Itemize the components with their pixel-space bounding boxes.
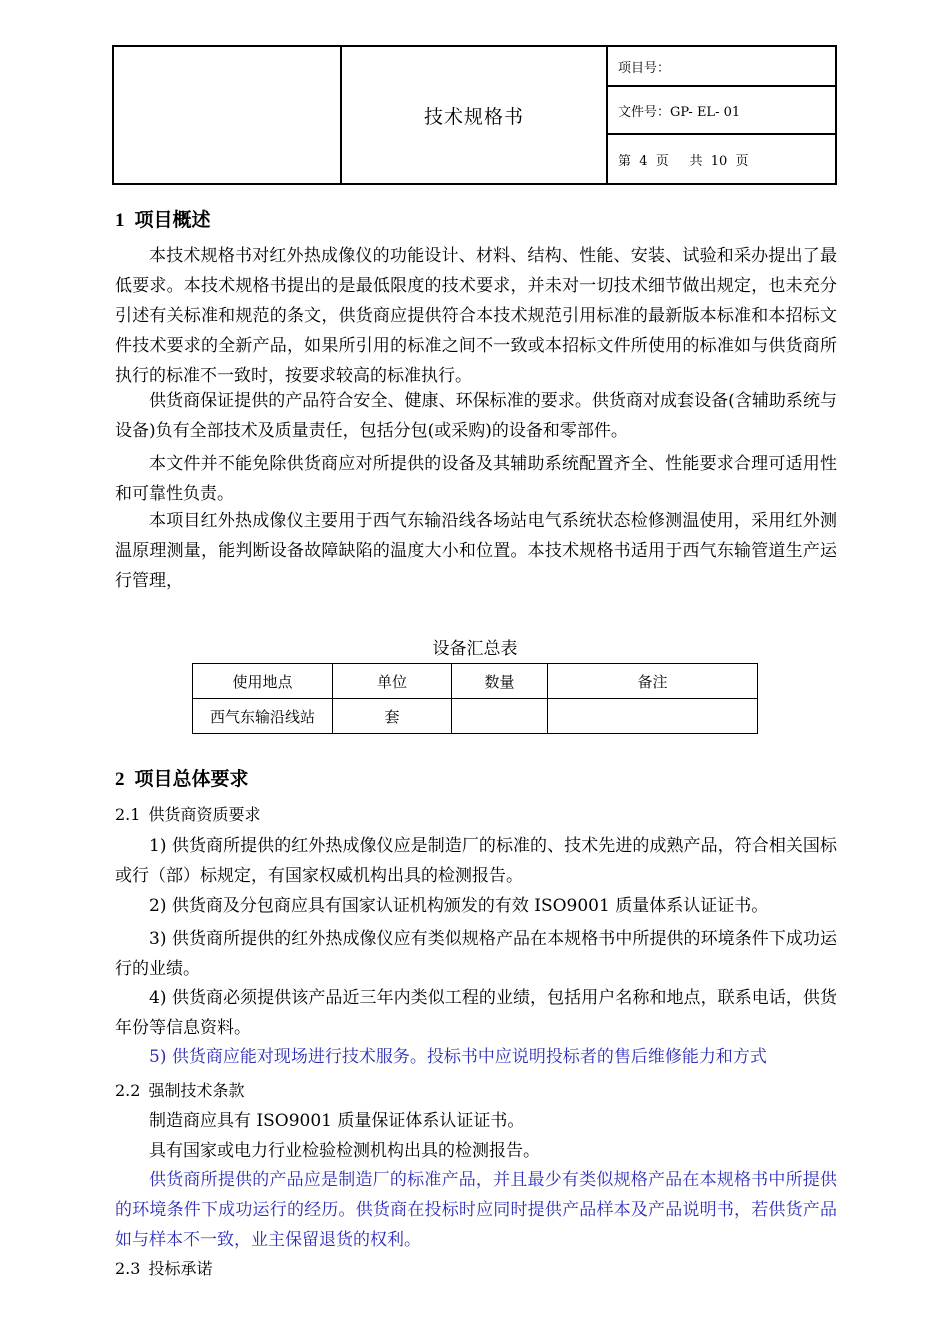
page-info: 第 4 页 共 10 页	[618, 153, 749, 169]
mandatory-clause-2: 具有国家或电力行业检验检测机构出具的检测报告。	[149, 1141, 540, 1161]
requirement-item-1: 1) 供货商所提供的红外热成像仪应是制造厂的标准的、技术先进的成熟产品，符合相关国标或行（部）标规定，有国家权威机构出具的检测报告。	[115, 836, 837, 886]
requirement-item-3: 3) 供货商所提供的红外热成像仪应有类似规格产品在本规格书中所提供的环境条件下成功运行的业绩。	[115, 929, 837, 979]
file-no: 文件号：GP- EL- 01	[608, 87, 835, 135]
subsection-2-1-heading: 2.1 供货商资质要求	[115, 805, 261, 824]
section1-paragraph-1: 本技术规格书对红外热成像仪的功能设计、材料、结构、性能、安装、试验和采办提出了最低要求。本技术规格书提出的是最低限度的技术要求，并未对一切技术细节做出规定，也未充分引述有关标准和规范的条文，供货商应提供符合本技术规范引用标准的最新版本标准和本招标文件技术要求的全新产品，如果所引用的标准之间不一致或本招标文件所使用的标准如与供货商所执行的标准不一致时，按要求较高的标准执行。	[115, 246, 837, 386]
equipment-table	[192, 663, 758, 734]
table-header-cell: 数量	[452, 664, 548, 699]
table-caption: 设备汇总表	[432, 639, 518, 659]
table-header-row	[193, 664, 758, 699]
section1-heading: 1 项目概述	[115, 209, 211, 231]
doc-title: 技术规格书	[342, 47, 608, 183]
requirement-item-5: 5) 供货商应能对现场进行技术服务。投标书中应说明投标者的售后维修能力和方式	[149, 1047, 767, 1067]
subsection-2-3-heading: 2.3 投标承诺	[115, 1259, 213, 1278]
section1-paragraph-3: 本文件并不能免除供货商应对所提供的设备及其辅助系统配置齐全、性能要求合理可适用性和可靠性负责。	[115, 454, 837, 504]
table-cell: 西气东输沿线站	[193, 699, 333, 734]
section1-paragraph-2: 供货商保证提供的产品符合安全、健康、环保标准的要求。供货商对成套设备(含辅助系统与设备)负有全部技术及质量责任，包括分包(或采购)的设备和零部件。	[115, 391, 837, 441]
project-no: 项目号：	[608, 47, 835, 87]
logo-cell	[114, 47, 342, 183]
section1-paragraph-4: 本项目红外热成像仪主要用于西气东输沿线各场站电气系统状态检修测温使用，采用红外测温原理测量，能判断设备故障缺陷的温度大小和位置。本技术规格书适用于西气东输管道生产运行管理，	[115, 511, 837, 591]
table-header-cell: 备注	[548, 664, 758, 699]
requirement-item-4: 4) 供货商必须提供该产品近三年内类似工程的业绩，包括用户名称和地点，联系电话，供货年份等信息资料。	[115, 988, 837, 1038]
mandatory-clause-1: 制造商应具有 ISO9001 质量保证体系认证证书。	[149, 1111, 525, 1131]
subsection-2-2-heading: 2.2 强制技术条款	[115, 1081, 245, 1100]
header-table	[112, 45, 837, 185]
header-info	[608, 47, 835, 183]
table-row	[193, 699, 758, 734]
section2-heading: 2 项目总体要求	[115, 768, 249, 790]
table-header-cell: 单位	[333, 664, 452, 699]
table-cell	[452, 699, 548, 734]
table-header-cell: 使用地点	[193, 664, 333, 699]
mandatory-clause-3: 供货商所提供的产品应是制造厂的标准产品，并且最少有类似规格产品在本规格书中所提供的环境条件下成功运行的经历。供货商在投标时应同时提供产品样本及产品说明书，若供货产品如与样本不一致，业主保留退货的权利。	[115, 1170, 837, 1250]
requirement-item-2: 2) 供货商及分包商应具有国家认证机构颁发的有效 ISO9001 质量体系认证证书。	[149, 896, 769, 916]
table-cell: 套	[333, 699, 452, 734]
table-cell	[548, 699, 758, 734]
